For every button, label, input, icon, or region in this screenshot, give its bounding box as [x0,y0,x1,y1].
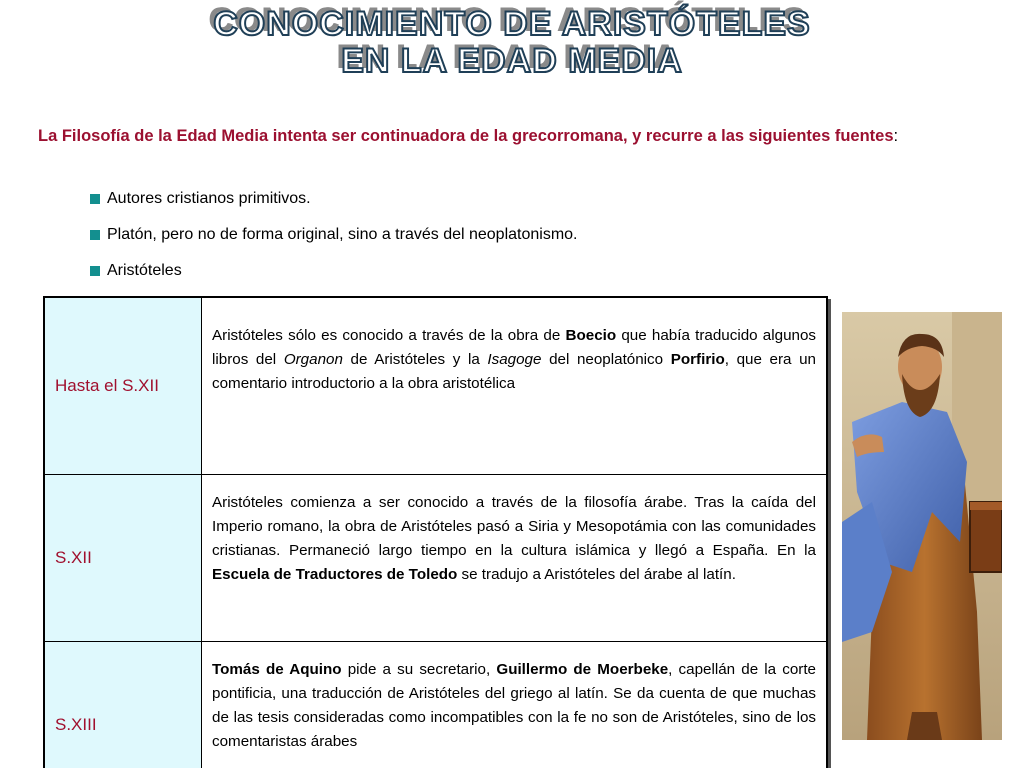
square-bullet-icon [90,194,100,204]
description-cell [202,475,828,642]
intro-text: La Filosofía de la Edad Media intenta ser continuadora de la grecorromana, y recurre a las siguientes fuentes [38,127,894,145]
description-cell [202,297,828,475]
table-row [44,642,827,768]
square-bullet-icon [90,266,100,276]
desc-text: que había traducido algunos libros del [212,327,816,368]
desc-text: Aristóteles comienza a ser conocido a través de la filosofía árabe. Tras la caída del Imperio romano, la obra de Aristóteles pasó a Siria y Mesopotámia con las comunidades cristianas. Permaneció largo tiempo en la cultura islámica y llegó a España. En la [212,494,816,559]
desc-text: pide a su secretario, [341,661,497,678]
desc-text: del neoplatónico [541,351,671,368]
desc-text: de Aristóteles y la [342,351,488,368]
intro-colon: : [893,127,899,145]
list-item [90,181,578,217]
aristotle-painting [842,312,1002,740]
slide-title [0,6,1024,80]
list-item-text: Autores cristianos primitivos. [107,190,311,207]
description-cell [202,642,828,768]
period-cell: S.XII [44,475,202,642]
list-item-text: Platón, pero no de forma original, sino a través del neoplatonismo. [107,226,578,243]
table-row [44,297,827,475]
desc-bold: Boecio [565,327,617,344]
list-item [90,253,578,289]
table-row [44,475,827,642]
desc-italic: Organon [283,351,343,368]
desc-bold: Tomás de Aquino [212,661,342,678]
square-bullet-icon [90,230,100,240]
list-item [90,217,578,253]
title-line-1: CONOCIMIENTO DE ARISTÓTELES [213,5,811,43]
book [970,502,1002,572]
desc-text: Aristóteles sólo es conocido a través de la obra de [212,327,566,344]
desc-text: , capellán de la corte pontificia, una traducción de Aristóteles del griego al latín. Se da cuenta de que muchas de las tesis consideradas como incompatibles con la fe no son de Aristóteles, sino de los comentaristas árabes [212,661,817,750]
title-line-2: EN LA EDAD MEDIA [341,42,683,80]
list-item-text: Aristóteles [107,262,182,279]
book-edge [970,502,1002,510]
desc-bold: Escuela de Traductores de Toledo [212,566,458,583]
desc-italic: Isagoge [487,351,542,368]
sources-list [90,181,578,289]
intro-paragraph [38,124,998,148]
desc-bold: Guillermo de Moerbeke [496,661,669,678]
foot [907,712,942,740]
history-table [43,296,828,768]
period-cell: Hasta el S.XII [44,297,202,475]
period-cell: S.XIII [44,642,202,768]
desc-text: , que era un comentario introductorio a la obra aristotélica [212,351,817,392]
desc-bold: Porfirio [670,351,725,368]
desc-text: se tradujo a Aristóteles del árabe al latín. [457,566,736,583]
